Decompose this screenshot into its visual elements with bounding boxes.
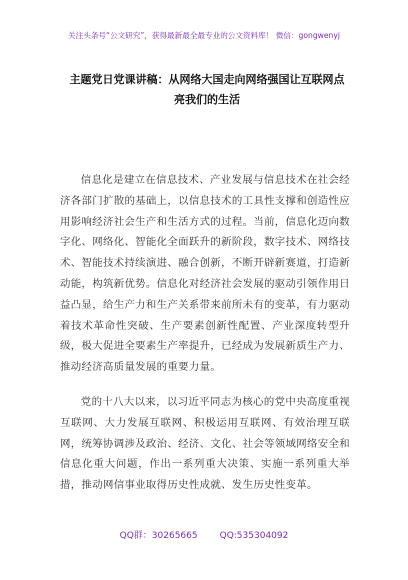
paragraph-text: 党的十八大以来，以习近平同志为核心的党中央高度重视互联网、大力发展互联网、积极运用互联网、有效治理互联网，统筹协调涉及政治、经济、文化、社会等领域网络安全和信息化重大问题，作出一系列重大决策、实施一系列重大举措，推动网信事业取得历史性成就、发生历史性变革。 xyxy=(60,396,350,492)
title-line-2: 亮我们的生活 xyxy=(174,93,240,106)
paragraph-2 xyxy=(60,392,350,496)
paragraph-1 xyxy=(60,170,350,378)
qq-number: QQ:535304092 xyxy=(219,531,289,541)
qq-group-number: QQ群：30265665 xyxy=(119,531,198,541)
footer-contact xyxy=(0,528,408,541)
header-note: 关注头条号“公文研究”，获得最新最全最专业的公文资料库！ 微信：gongwenyj xyxy=(68,31,340,40)
document-title xyxy=(62,70,352,110)
title-line-1: 主题党日党课讲稿：从网络大国走向网络强国让互联网点 xyxy=(69,73,345,86)
paragraph-text: 信息化是建立在信息技术、产业发展与信息技术在社会经济各部门扩散的基础上，以信息技术的工具性支撑和创造性应用影响经济社会生产和生活方式的过程。当前，信息化迈向数字化、网络化、智能化全面跃升的新阶段，数字技术、网络技术、智能技术持续演进、融合创新，不断开辟新赛道，打造新动能，构筑新优势。信息化对经济社会发展的驱动引领作用日益凸显，给生产力和生产关系带来前所未有的变革，有力驱动着技术革命性突破、生产要素创新性配置、产业深度转型升级，极大促进全要素生产率提升，已经成为发展新质生产力、推动经济高质量发展的重要力量。 xyxy=(60,174,350,374)
